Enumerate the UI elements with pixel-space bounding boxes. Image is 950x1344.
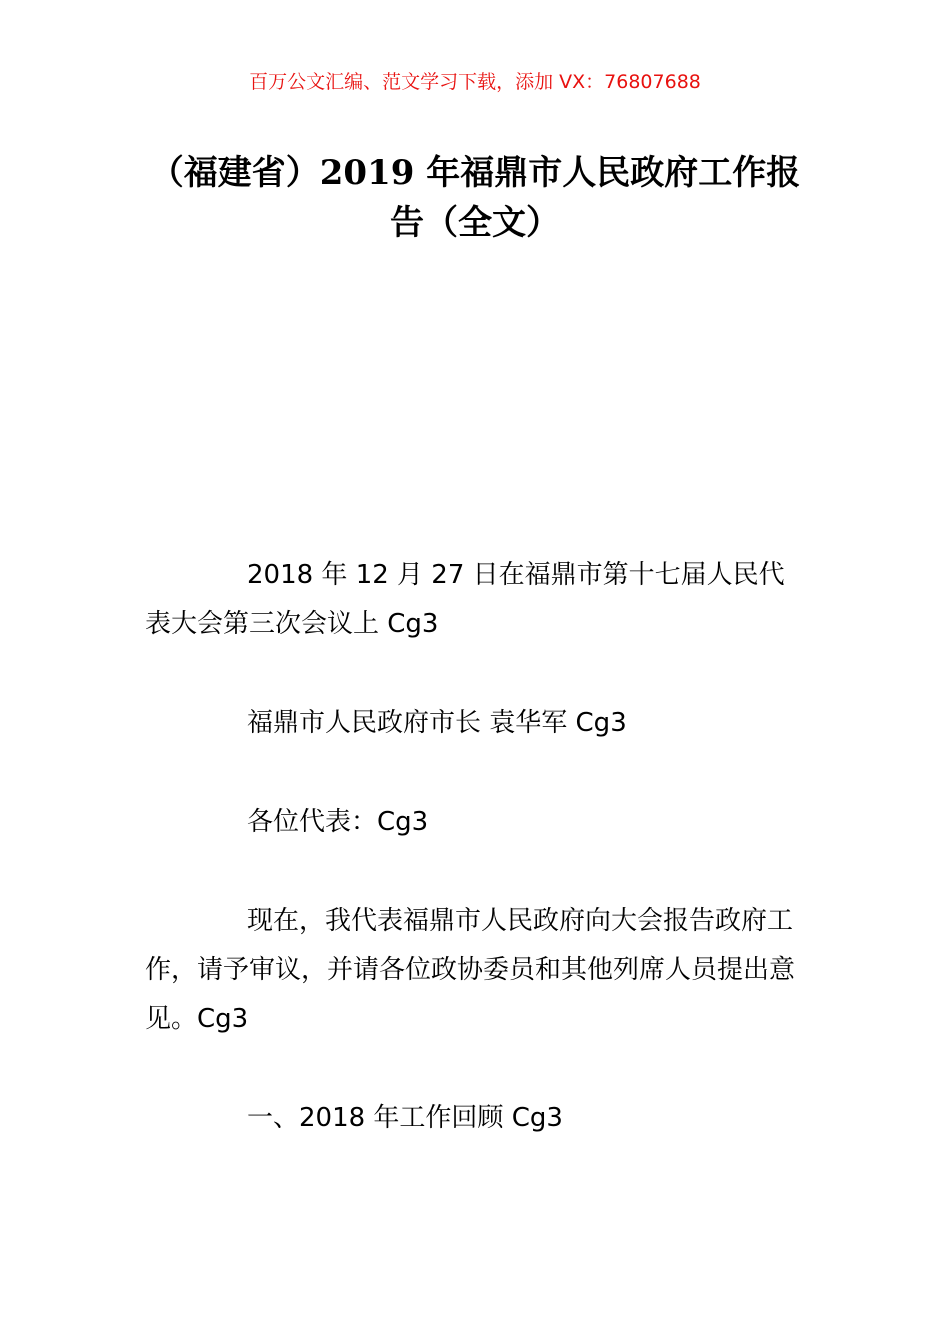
paragraph-speaker: 福鼎市人民政府市长 袁华军 Cg3	[247, 708, 627, 738]
document-body	[145, 551, 807, 1193]
paragraph-meeting-info: 2018 年 12 月 27 日在福鼎市第十七届人民代表大会第三次会议上 Cg3	[145, 560, 785, 639]
header-watermark-note: 百万公文汇编、范文学习下载，添加 VX：76807688	[249, 71, 701, 93]
paragraph-intro: 现在，我代表福鼎市人民政府向大会报告政府工作，请予审议，并请各位政协委员和其他列席人员提出意见。Cg3	[145, 906, 796, 1034]
paragraph-section-heading: 一、2018 年工作回顾 Cg3	[247, 1103, 563, 1133]
document-title: （福建省）2019 年福鼎市人民政府工作报告（全文）	[149, 153, 801, 243]
paragraph-salutation: 各位代表：Cg3	[247, 807, 429, 837]
